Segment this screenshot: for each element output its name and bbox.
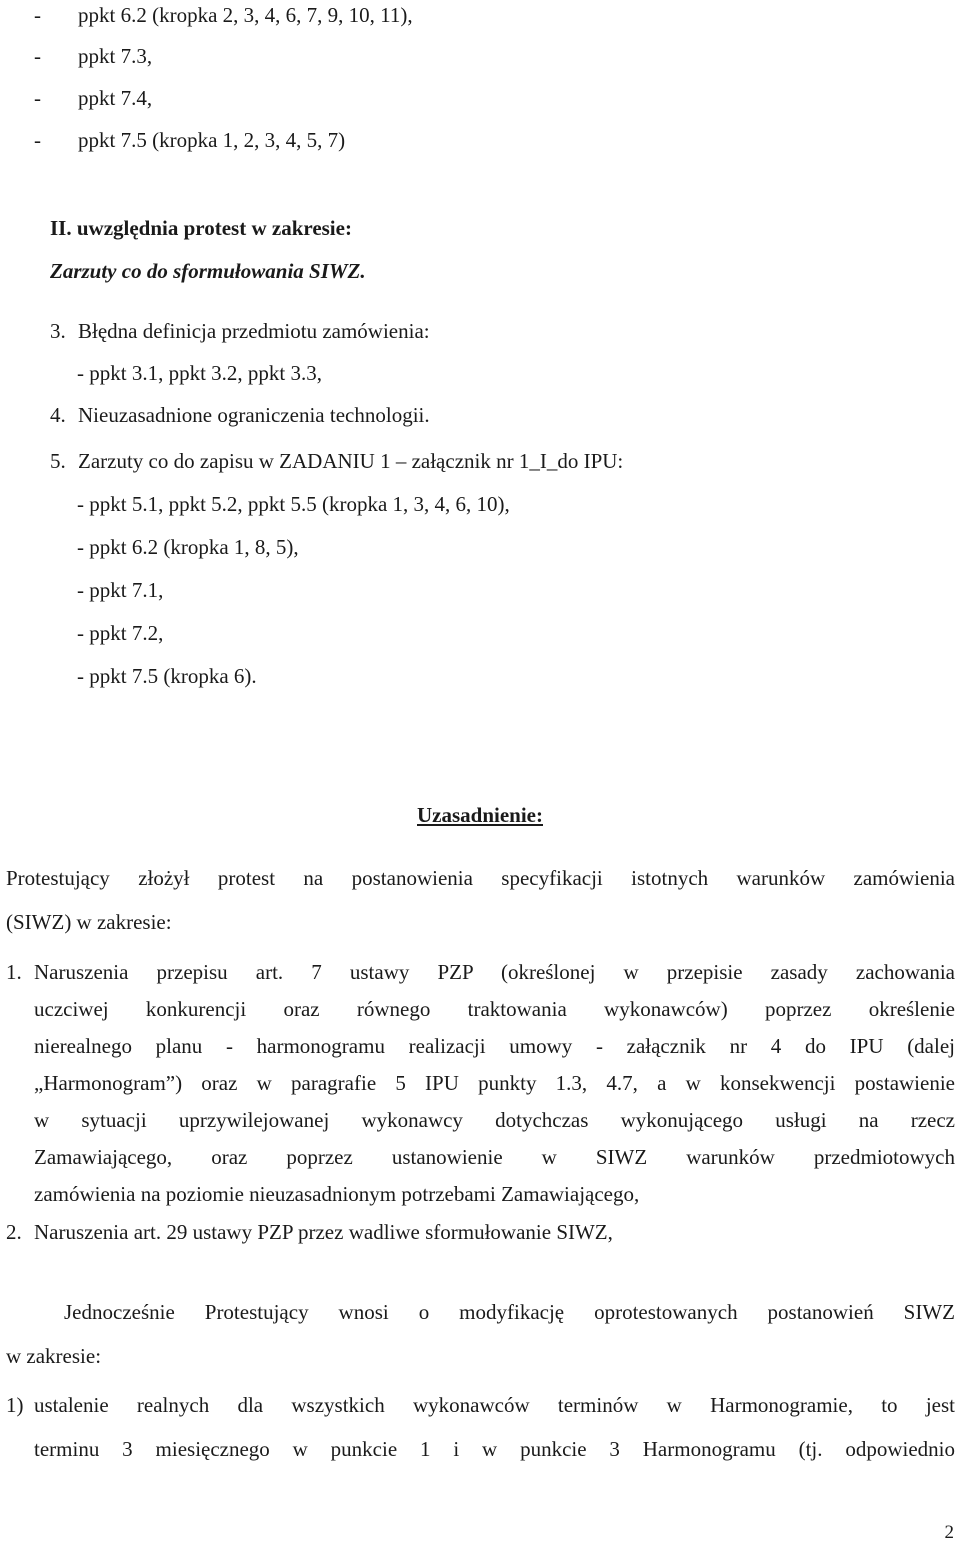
paragraph-line: uczciwej konkurencji oraz równego traktowania wykonawców) poprzez określenie <box>34 997 955 1021</box>
list-item: - ppkt 7.4, <box>34 86 153 110</box>
section-subheading: Zarzuty co do sformułowania SIWZ. <box>50 259 366 283</box>
paragraph-line: ustalenie realnych dla wszystkich wykonawców terminów w Harmonogramie, to jest <box>34 1393 955 1417</box>
list-item: 4. Nieuzasadnione ograniczenia technologii. <box>50 403 430 427</box>
list-item: - ppkt 7.5 (kropka 1, 2, 3, 4, 5, 7) <box>34 128 346 152</box>
paragraph-line: (SIWZ) w zakresie: <box>6 910 172 934</box>
list-item: 3. Błędna definicja przedmiotu zamówienia: <box>50 319 430 343</box>
list-item: - ppkt 7.3, <box>34 44 153 68</box>
list-number: 1) <box>6 1393 24 1417</box>
section-heading: II. uwzględnia protest w zakresie: <box>50 216 352 240</box>
list-item: 5. Zarzuty co do zapisu w ZADANIU 1 – załącznik nr 1_I_do IPU: <box>50 449 624 473</box>
list-number: 1. <box>6 960 22 984</box>
paragraph-line: w sytuacji uprzywilejowanej wykonawcy dotychczas wykonującego usługi na rzecz <box>34 1108 955 1132</box>
list-item: - ppkt 3.1, ppkt 3.2, ppkt 3.3, <box>77 361 322 385</box>
justification-heading: Uzasadnienie: <box>417 803 543 827</box>
paragraph-line: „Harmonogram”) oraz w paragrafie 5 IPU punkty 1.3, 4.7, a w konsekwencji postawienie <box>34 1071 955 1095</box>
paragraph-line: Naruszenia art. 29 ustawy PZP przez wadliwe sformułowanie SIWZ, <box>34 1220 613 1244</box>
list-item: - ppkt 5.1, ppkt 5.2, ppkt 5.5 (kropka 1, 3, 4, 6, 10), <box>77 492 510 516</box>
paragraph-line: w zakresie: <box>6 1344 102 1368</box>
paragraph-line: nierealnego planu - harmonogramu realizacji umowy - załącznik nr 4 do IPU (dalej <box>34 1034 955 1058</box>
list-item: - ppkt 7.1, <box>77 578 164 602</box>
list-item: - ppkt 6.2 (kropka 1, 8, 5), <box>77 535 299 559</box>
paragraph-line: zamówienia na poziomie nieuzasadnionym potrzebami Zamawiającego, <box>34 1182 640 1206</box>
paragraph-line: Jednocześnie Protestujący wnosi o modyfikację oprotestowanych postanowień SIWZ <box>64 1300 955 1324</box>
page-number: 2 <box>944 1522 954 1543</box>
list-item: - ppkt 7.5 (kropka 6). <box>77 664 257 688</box>
list-item: - ppkt 6.2 (kropka 2, 3, 4, 6, 7, 9, 10, 11), <box>34 3 413 27</box>
paragraph-line: Naruszenia przepisu art. 7 ustawy PZP (określonej w przepisie zasady zachowania <box>34 960 955 984</box>
list-number: 2. <box>6 1220 22 1244</box>
list-item: - ppkt 7.2, <box>77 621 164 645</box>
paragraph-line: terminu 3 miesięcznego w punkcie 1 i w punkcie 3 Harmonogramu (tj. odpowiednio <box>34 1437 955 1461</box>
paragraph-line: Zamawiającego, oraz poprzez ustanowienie w SIWZ warunków przedmiotowych <box>34 1145 955 1169</box>
paragraph-line: Protestujący złożył protest na postanowienia specyfikacji istotnych warunków zamówienia <box>6 866 955 890</box>
